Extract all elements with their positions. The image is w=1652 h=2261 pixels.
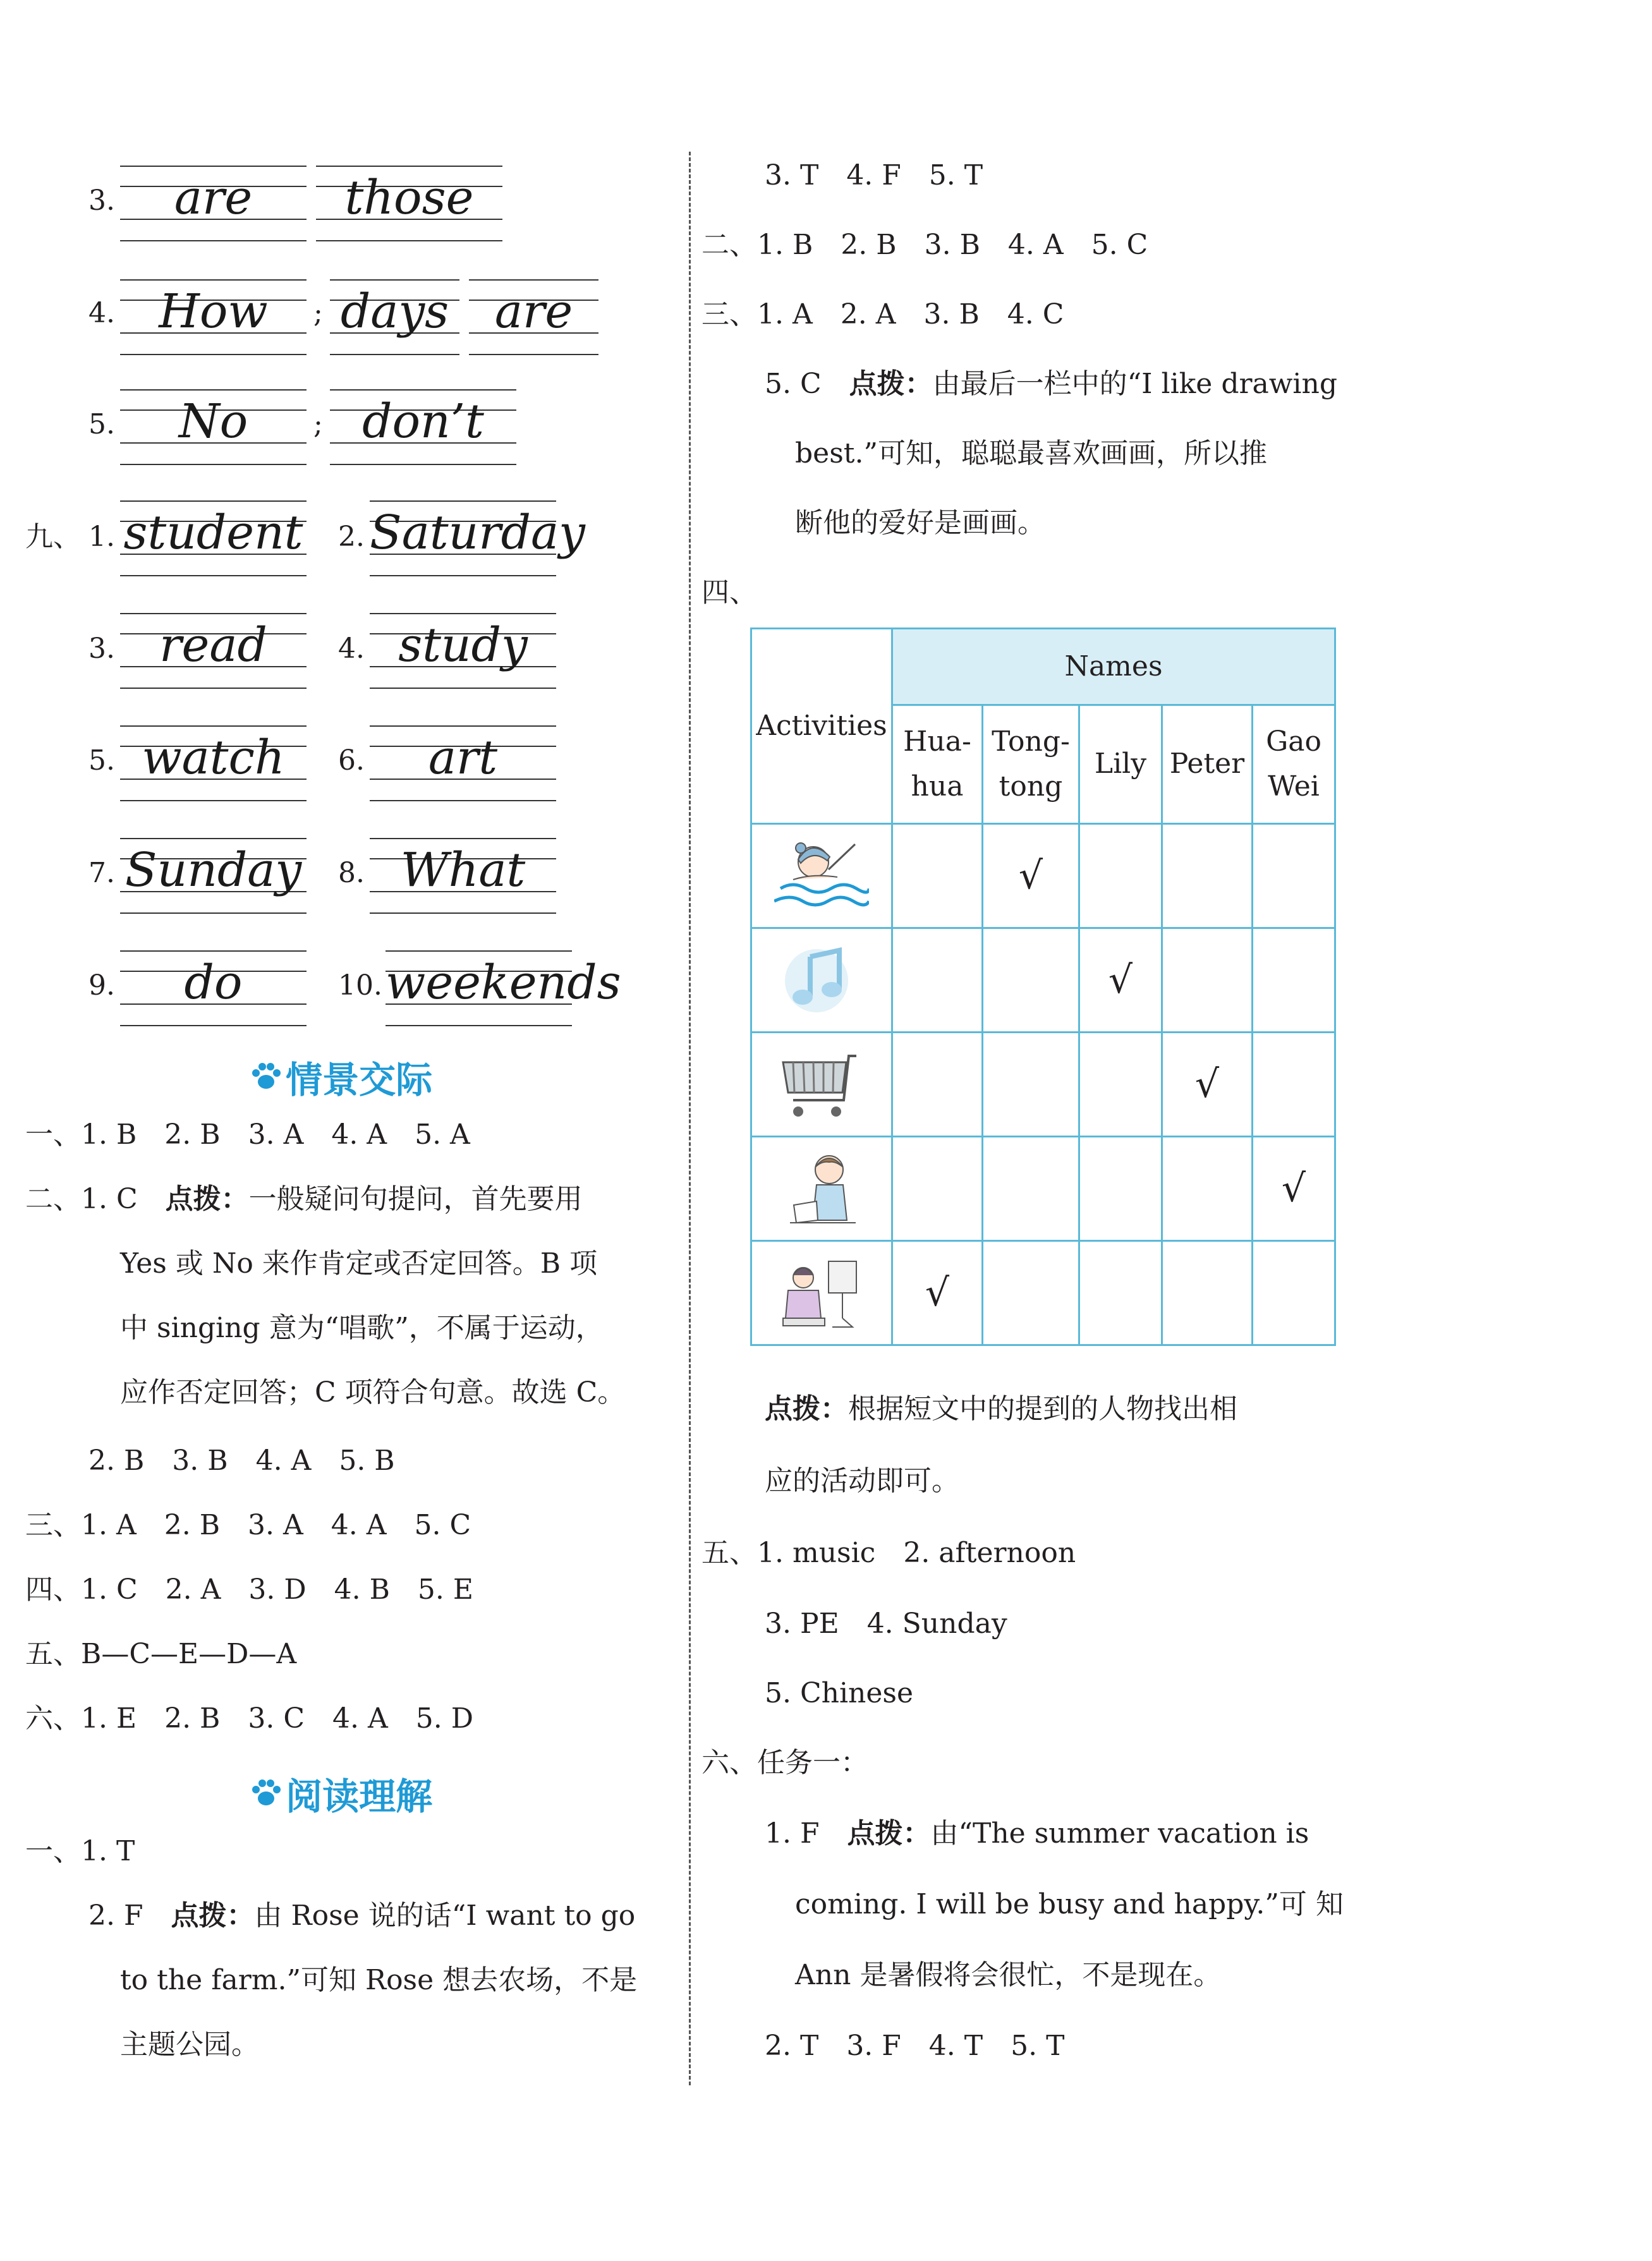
tip-label: 点拨： bbox=[849, 368, 933, 400]
check-cell bbox=[892, 928, 983, 1033]
writing-lines bbox=[120, 725, 307, 801]
tip-text: 由最后一栏中的“I like drawing bbox=[932, 368, 1338, 400]
name-part: Gao bbox=[1266, 725, 1321, 758]
name-header-tongtong bbox=[983, 705, 1079, 824]
check-cell bbox=[1079, 824, 1162, 928]
paw-icon bbox=[250, 1777, 282, 1810]
tip-line bbox=[765, 1395, 1237, 1423]
swimming-icon bbox=[774, 832, 869, 920]
writing-lines bbox=[120, 166, 307, 241]
item-number: 1. bbox=[88, 521, 115, 553]
handwritten-word: No bbox=[178, 394, 248, 449]
activity-cell bbox=[751, 1033, 892, 1137]
section-title-reading bbox=[250, 1767, 432, 1820]
activity-cell bbox=[751, 824, 892, 928]
check-cell bbox=[1162, 1137, 1253, 1241]
row-number: 5. bbox=[88, 408, 115, 440]
answer-line bbox=[88, 1902, 635, 1930]
answer-line: 3. T 4. F 5. T bbox=[765, 159, 983, 191]
answer-line: 三、1. A 2. B 3. A 4. A 5. C bbox=[25, 1509, 471, 1541]
section-title-text: 阅读理解 bbox=[286, 1775, 433, 1818]
writing-lines bbox=[370, 838, 556, 914]
item-number: 5. bbox=[88, 744, 115, 777]
item-number: 9. bbox=[88, 969, 115, 1002]
tip-text: Yes 或 No 来作肯定或否定回答。B 项 bbox=[120, 1247, 598, 1280]
handwritten-word: don’t bbox=[362, 394, 484, 449]
tip-text: best.”可知，聪聪最喜欢画画，所以推 bbox=[795, 437, 1267, 470]
check-cell: √ bbox=[1079, 928, 1162, 1033]
activity-cell bbox=[751, 1137, 892, 1241]
section-label-four: 四、 bbox=[701, 576, 757, 609]
check-cell bbox=[1079, 1241, 1162, 1345]
handwritten-word: days bbox=[340, 284, 449, 339]
names-header: Names bbox=[892, 629, 1335, 705]
item-number: 3. bbox=[88, 633, 115, 665]
item-number: 2. bbox=[338, 521, 365, 553]
handwritten-word: read bbox=[159, 618, 267, 672]
writing-lines bbox=[120, 389, 307, 465]
answer-line bbox=[765, 1817, 1309, 1850]
tip-text: coming. I will be busy and happy.”可 知 bbox=[795, 1888, 1344, 1920]
handwritten-word: those bbox=[344, 171, 474, 225]
check-cell bbox=[892, 824, 983, 928]
handwritten-word: Sunday bbox=[125, 843, 302, 897]
answer-line: 六、1. E 2. B 3. C 4. A 5. D bbox=[25, 1702, 474, 1735]
check-cell: √ bbox=[1253, 1137, 1335, 1241]
item-number: 6. bbox=[338, 744, 365, 777]
writing-lines bbox=[330, 389, 516, 465]
answer-line: 五、1. music 2. afternoon bbox=[701, 1537, 1076, 1569]
check-cell bbox=[983, 1033, 1079, 1137]
item-number: 4. bbox=[338, 633, 365, 665]
answer-line: 六、任务一： bbox=[701, 1747, 868, 1779]
writing-lines bbox=[120, 500, 307, 576]
separator: ; bbox=[313, 408, 323, 440]
table-row bbox=[751, 1137, 1335, 1241]
answer-line: 3. PE 4. Sunday bbox=[765, 1608, 1007, 1640]
tip-text: 根据短文中的提到的人物找出相 bbox=[848, 1393, 1237, 1425]
answer-line: 二、1. B 2. B 3. B 4. A 5. C bbox=[701, 229, 1148, 261]
table-row bbox=[751, 1033, 1335, 1137]
check-cell: √ bbox=[1162, 1033, 1253, 1137]
name-part: Wei bbox=[1268, 770, 1320, 803]
name-part: tong bbox=[999, 770, 1063, 803]
check-cell bbox=[1079, 1033, 1162, 1137]
name-part: Hua- bbox=[903, 725, 971, 758]
check-cell bbox=[1162, 1241, 1253, 1345]
handwritten-word: weekends bbox=[386, 955, 621, 1010]
handwritten-word: student bbox=[123, 506, 303, 560]
table-row bbox=[751, 928, 1335, 1033]
tip-text: 由“The summer vacation is bbox=[930, 1817, 1309, 1850]
answer-line: 2. T 3. F 4. T 5. T bbox=[765, 2030, 1065, 2062]
tip-text: 主题公园。 bbox=[120, 2028, 259, 2061]
name-header-gaowei bbox=[1253, 705, 1335, 824]
name-header-peter: Peter bbox=[1162, 705, 1253, 824]
answer-text: 2. F bbox=[88, 1900, 171, 1932]
separator: ; bbox=[313, 297, 323, 329]
answer-line: 一、1. T bbox=[25, 1835, 135, 1867]
handwritten-word: are bbox=[494, 284, 573, 339]
handwritten-word: study bbox=[398, 618, 528, 672]
tip-text: to the farm.”可知 Rose 想去农场，不是 bbox=[120, 1964, 638, 1996]
table-row bbox=[751, 824, 1335, 928]
check-cell: √ bbox=[892, 1241, 983, 1345]
handwritten-word: What bbox=[400, 843, 526, 897]
writing-lines bbox=[469, 279, 598, 355]
answer-line: 四、1. C 2. A 3. D 4. B 5. E bbox=[25, 1573, 474, 1606]
check-cell bbox=[1162, 824, 1253, 928]
check-cell bbox=[1253, 928, 1335, 1033]
answer-line bbox=[765, 370, 1337, 398]
writing-lines bbox=[120, 613, 307, 689]
handwritten-word: Saturday bbox=[370, 506, 585, 560]
handwritten-word: are bbox=[174, 171, 253, 225]
handwritten-word: do bbox=[184, 955, 243, 1010]
column-divider bbox=[689, 152, 691, 2085]
table-row bbox=[751, 1241, 1335, 1345]
check-cell bbox=[1079, 1137, 1162, 1241]
tip-label: 点拨： bbox=[847, 1817, 931, 1850]
check-cell bbox=[983, 1137, 1079, 1241]
row-number: 3. bbox=[88, 185, 115, 217]
activities-header: Activities bbox=[751, 629, 892, 824]
tip-text: 应作否定回答；C 项符合句意。故选 C。 bbox=[120, 1376, 626, 1409]
activity-cell bbox=[751, 1241, 892, 1345]
item-number: 7. bbox=[88, 857, 115, 889]
tip-label: 点拨： bbox=[171, 1900, 255, 1932]
check-cell bbox=[1253, 1241, 1335, 1345]
reading-boy-icon bbox=[777, 1144, 866, 1233]
tip-text: 断他的爱好是画画。 bbox=[795, 507, 1045, 539]
section-label-nine: 九、 bbox=[25, 521, 81, 553]
answer-line: 一、1. B 2. B 3. A 4. A 5. A bbox=[25, 1118, 470, 1151]
tip-text: 应的活动即可。 bbox=[765, 1465, 959, 1497]
tip-text: 由 Rose 说的话“I want to go bbox=[254, 1900, 636, 1932]
answer-line: 三、1. A 2. A 3. B 4. C bbox=[701, 298, 1064, 330]
check-cell bbox=[892, 1033, 983, 1137]
name-header-huahua bbox=[892, 705, 983, 824]
writing-lines bbox=[370, 725, 556, 801]
handwritten-word: art bbox=[428, 730, 498, 785]
writing-lines bbox=[370, 500, 585, 576]
section-title-text: 情景交际 bbox=[286, 1058, 433, 1101]
tip-text: 中 singing 意为“唱歌”，不属于运动， bbox=[120, 1312, 604, 1344]
item-number: 10. bbox=[338, 969, 382, 1002]
drawing-girl-icon bbox=[774, 1249, 869, 1337]
answer-line: 五、B—C—E—D—A bbox=[25, 1638, 297, 1670]
activities-table bbox=[750, 627, 1336, 1346]
writing-lines bbox=[370, 613, 556, 689]
handwritten-word: watch bbox=[142, 730, 285, 785]
writing-lines bbox=[330, 279, 459, 355]
writing-lines bbox=[316, 166, 502, 241]
answer-line bbox=[25, 1185, 583, 1213]
answer-line: 2. B 3. B 4. A 5. B bbox=[88, 1445, 395, 1477]
item-number: 8. bbox=[338, 857, 365, 889]
row-number: 4. bbox=[88, 297, 115, 329]
check-cell bbox=[983, 1241, 1079, 1345]
name-header-lily: Lily bbox=[1079, 705, 1162, 824]
writing-lines bbox=[120, 279, 307, 355]
name-part: hua bbox=[911, 770, 964, 803]
check-cell bbox=[1162, 928, 1253, 1033]
shopping-cart-icon bbox=[774, 1043, 869, 1125]
tip-label: 点拨： bbox=[165, 1183, 249, 1215]
tip-text: Ann 是暑假将会很忙，不是现在。 bbox=[795, 1959, 1222, 1991]
answer-line: 5. Chinese bbox=[765, 1677, 914, 1709]
name-part: Tong- bbox=[992, 725, 1070, 758]
check-cell bbox=[983, 928, 1079, 1033]
section-title-situational bbox=[250, 1050, 432, 1103]
answer-text: 5. C bbox=[765, 368, 849, 400]
writing-lines bbox=[120, 950, 307, 1026]
tip-text: 一般疑问句提问，首先要用 bbox=[248, 1183, 583, 1215]
paw-icon bbox=[250, 1060, 282, 1093]
tip-label: 点拨： bbox=[765, 1393, 848, 1425]
music-note-icon bbox=[777, 939, 866, 1021]
writing-lines bbox=[386, 950, 621, 1026]
answer-text: 1. F bbox=[765, 1817, 847, 1850]
check-cell bbox=[1253, 1033, 1335, 1137]
check-cell: √ bbox=[983, 824, 1079, 928]
handwritten-word: How bbox=[159, 284, 268, 339]
answer-text: 二、1. C bbox=[25, 1183, 166, 1215]
check-cell bbox=[892, 1137, 983, 1241]
writing-lines bbox=[120, 838, 307, 914]
check-cell bbox=[1253, 824, 1335, 928]
activity-cell bbox=[751, 928, 892, 1033]
